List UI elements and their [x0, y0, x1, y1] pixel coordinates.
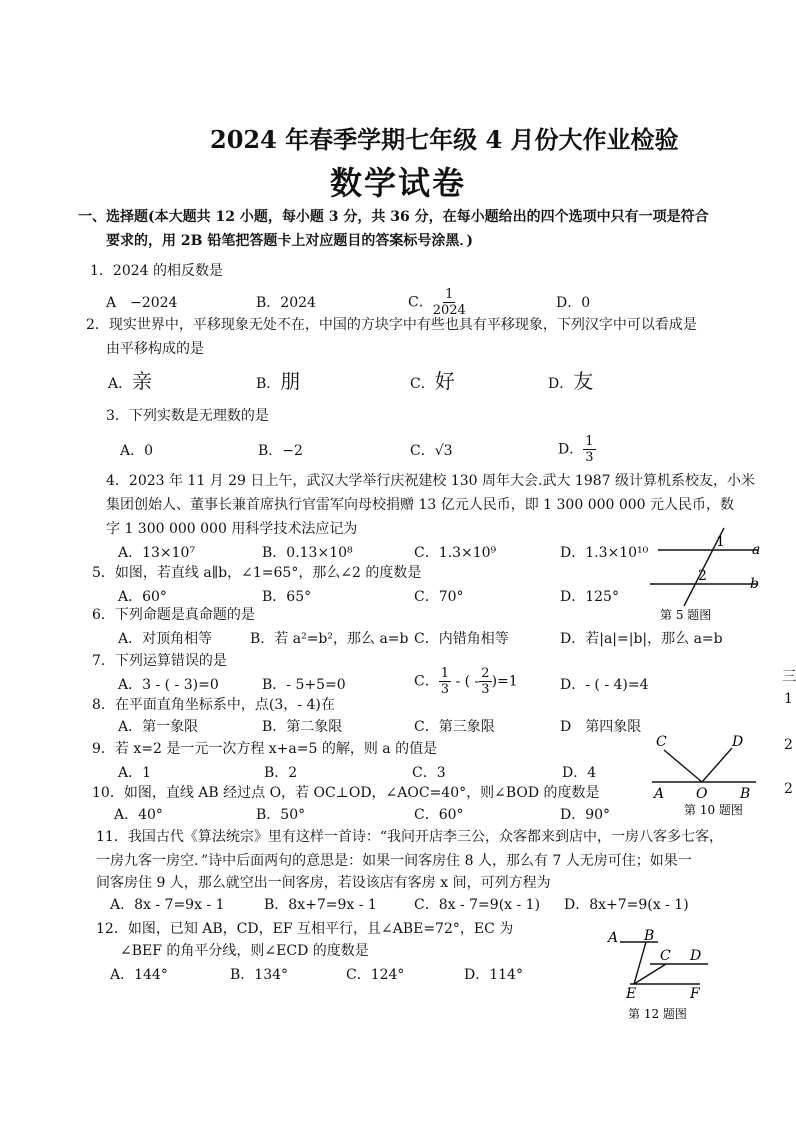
- question-12-stem-line2: ∠BEF 的角平分线，则∠ECD 的度数是: [120, 943, 369, 959]
- margin-fragment-4: 2: [784, 781, 793, 797]
- section-title-line2: 要求的，用 2B 铅笔把答题卡上对应题目的答案标号涂黑．): [106, 233, 473, 249]
- q1-option-c: C． $\frac{1}{2024}$: [408, 287, 466, 318]
- fig12-label-c: C: [660, 948, 671, 964]
- margin-fragment-1: 三: [782, 669, 796, 685]
- q5-option-a: A．60°: [118, 589, 167, 605]
- q4-option-c: C．1.3×10⁹: [414, 545, 497, 561]
- fig10-caption: 第 10 题图: [684, 803, 743, 817]
- question-6-stem: 6．下列命题是真命题的是: [92, 607, 255, 623]
- q6-option-c: C．内错角相等: [414, 631, 509, 647]
- question-12-stem: 12．如图，已知 AB，CD，EF 互相平行，且∠ABE=72°，EC 为: [96, 921, 514, 937]
- q7-option-a: A．3 - ( - 3)=0: [118, 677, 219, 693]
- q12-option-d: D．114°: [464, 967, 523, 983]
- q6-option-a: A．对顶角相等: [118, 631, 213, 647]
- fig10-label-a: A: [654, 786, 665, 802]
- fig5-caption: 第 5 题图: [660, 608, 712, 622]
- fig10-ray-od: [702, 748, 732, 782]
- figure-12: [600, 926, 720, 1024]
- q5-option-b: B．65°: [262, 589, 312, 605]
- fig12-label-d: D: [690, 948, 702, 964]
- q2-option-c: C．好: [410, 369, 455, 393]
- q5-option-c: C．70°: [414, 589, 464, 605]
- q2-option-a: A．亲: [108, 369, 153, 393]
- q9-option-c: C．3: [412, 765, 446, 781]
- question-8-stem: 8．在平面直角坐标系中，点(3，- 4)在: [92, 697, 335, 713]
- q7-option-d: D．- ( - 4)=4: [560, 677, 649, 693]
- question-11-stem-line3: 间客房住 9 人，那么就空出一间客房，若设该店有客房 x 间，可列方程为: [96, 875, 551, 891]
- q12-option-b: B．134°: [230, 967, 289, 983]
- question-10-stem: 10．如图，直线 AB 经过点 O，若 OC⊥OD，∠AOC=40°，则∠BOD 的度数是: [92, 785, 600, 801]
- fig10-label-d: D: [732, 734, 744, 750]
- fig12-caption: 第 12 题图: [628, 1007, 687, 1021]
- question-11-stem: 11．我国古代《算法统宗》里有这样一首诗：“我问开店李三公，众客都来到店中，一房八客多七客，: [96, 829, 723, 845]
- q11-option-a: A．8x - 7=9x - 1: [110, 897, 225, 913]
- q1-option-d: D．0: [556, 295, 591, 311]
- margin-fragment-3: 2: [784, 737, 793, 753]
- q3-option-c: C．√3: [410, 443, 453, 459]
- question-4-stem-line2: 集团创始人、董事长兼首席执行官雷军向母校捐赠 13 亿元人民币，即 1 300 000 000 元人民币，数: [106, 497, 735, 513]
- fig12-label-f: F: [690, 986, 700, 1002]
- fig5-label-1: 1: [716, 534, 725, 550]
- question-4-stem-line3: 字 1 300 000 000 用科学技术法应记为: [106, 521, 358, 537]
- q2-option-d: D．友: [548, 369, 594, 393]
- q1-option-a: A −2024: [106, 295, 178, 311]
- question-2-stem-line2: 由平移构成的是: [106, 341, 204, 357]
- fig10-label-b: B: [740, 786, 751, 802]
- question-1-stem: 1．2024 的相反数是: [90, 263, 223, 279]
- q10-option-b: B．50°: [256, 807, 306, 823]
- q4-option-d: D．1.3×10¹⁰: [560, 545, 649, 561]
- q8-option-b: B．第二象限: [262, 719, 343, 735]
- q11-option-b: B．8x+7=9x - 1: [264, 897, 377, 913]
- q11-option-d: D．8x+7=9(x - 1): [564, 897, 689, 913]
- exam-title: 2024 年春季学期七年级 4 月份大作业检验: [210, 125, 679, 154]
- fig12-label-a: A: [608, 930, 619, 946]
- q9-option-d: D．4: [562, 765, 597, 781]
- question-3-stem: 3．下列实数是无理数的是: [106, 408, 269, 424]
- q1-option-b: B．2024: [256, 295, 316, 311]
- fig12-label-b: B: [644, 928, 655, 944]
- figure-10: [648, 734, 760, 820]
- q9-option-a: A．1: [118, 765, 152, 781]
- section-title: 一、选择题(本大题共 12 小题，每小题 3 分，共 36 分，在每小题给出的四个选项中只有一项是符合: [78, 209, 709, 225]
- question-5-stem: 5．如图，若直线 a∥b，∠1=65°，那么∠2 的度数是: [92, 565, 422, 581]
- q6-option-d: D．若|a|=|b|，那么 a=b: [560, 631, 723, 647]
- margin-fragment-2: 1: [784, 691, 793, 707]
- q12-option-a: A．144°: [110, 967, 168, 983]
- question-11-stem-line2: 一房九客一房空．”诗中后面两句的意思是：如果一间客房住 8 人，那么有 7 人无房可住；如果一: [96, 853, 692, 869]
- q3-option-b: B．−2: [258, 443, 303, 459]
- fig5-label-b: b: [750, 576, 759, 592]
- subject-title: 数学试卷: [330, 164, 467, 202]
- q10-option-c: C．60°: [414, 807, 464, 823]
- q7-option-b: B．- 5+5=0: [262, 677, 346, 693]
- question-4-stem: 4．2023 年 11 月 29 日上午，武汉大学举行庆祝建校 130 周年大会.武大 1987 级计算机系校友，小米: [106, 473, 756, 489]
- fig5-label-a: a: [752, 542, 761, 558]
- q6-option-b: B．若 a²=b²，那么 a=b: [250, 631, 409, 647]
- fig10-ray-oc: [664, 750, 702, 782]
- figure-5: [640, 526, 770, 622]
- fig12-label-e: E: [626, 986, 637, 1002]
- q11-option-c: C．8x - 7=9(x - 1): [414, 897, 541, 913]
- q3-option-a: A．0: [120, 443, 154, 459]
- q7-option-c: C． $\frac{1}{3}$ - ( - $\frac{2}{3}$ )=1: [414, 666, 518, 697]
- q8-option-c: C．第三象限: [414, 719, 495, 735]
- q8-option-a: A．第一象限: [118, 719, 199, 735]
- question-7-stem: 7．下列运算错误的是: [92, 653, 227, 669]
- fig5-label-2: 2: [698, 568, 707, 584]
- q5-option-d: D．125°: [560, 589, 619, 605]
- q8-option-d: D 第四象限: [560, 719, 642, 735]
- q9-option-b: B．2: [264, 765, 298, 781]
- q12-option-c: C．124°: [346, 967, 405, 983]
- question-2-stem: 2．现实世界中，平移现象无处不在，中国的方块字中有些也具有平移现象，下列汉字中可以看成是: [86, 317, 697, 333]
- question-9-stem: 9．若 x=2 是一元一次方程 x+a=5 的解，则 a 的值是: [92, 741, 438, 757]
- q10-option-d: D．90°: [560, 807, 611, 823]
- fig10-label-o: O: [696, 786, 708, 802]
- q10-option-a: A．40°: [114, 807, 163, 823]
- q3-option-d: D． $\frac{1}{3}$: [558, 434, 594, 465]
- q4-option-a: A．13×10⁷: [118, 545, 196, 561]
- q4-option-b: B．0.13×10⁸: [262, 545, 353, 561]
- fig10-label-c: C: [656, 734, 667, 750]
- q2-option-b: B．朋: [256, 369, 301, 393]
